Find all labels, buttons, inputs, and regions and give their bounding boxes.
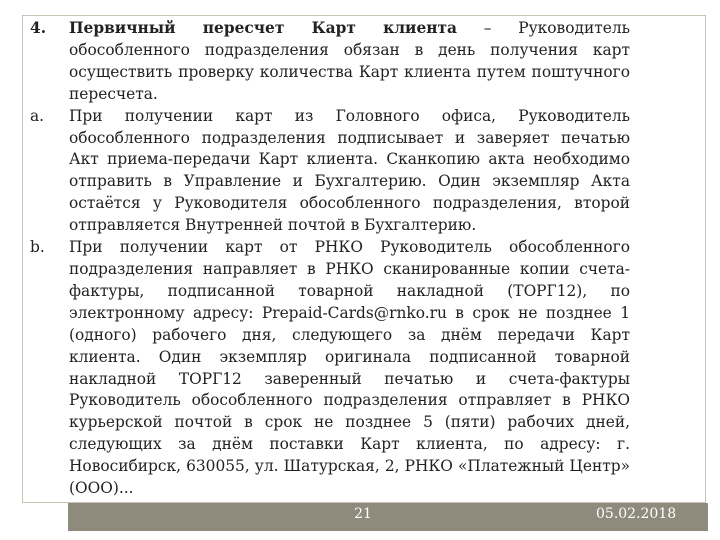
- item-text: При получении карт из Головного офиса, Руководитель обособленного подразделения подписывает и заверяет печатью Акт приема-передачи Карт клиента. Сканкопию акта необходимо отправить в Управление и Бухгалтерию. Один экземпляр Акта остаётся у Руководителя обособленного подразделения, второй отправляется Внутренней почтой в Бухгалтерию.: [69, 106, 630, 235]
- list-marker: b.: [30, 238, 45, 257]
- page-number: 21: [354, 506, 372, 522]
- item-heading: Первичный пересчет Карт клиента: [69, 19, 458, 37]
- list-marker: 4.: [30, 19, 47, 37]
- list-item-4: [30, 18, 630, 106]
- slide-content: [30, 18, 630, 500]
- list-item-b: [30, 237, 630, 500]
- item-text: – Руководитель обособленного подразделения обязан в день получения карт осуществить проверку количества Карт клиента путем поштучного пересчета.: [69, 19, 630, 103]
- slide-date: 05.02.2018: [596, 506, 677, 522]
- item-text: При получении карт от РНКО Руководитель обособленного подразделения направляет в РНКО сканированные копии счета-фактуры, подписанной товарной накладной (ТОРГ12), по электронному адресу: Prepaid-Cards@rnko.ru в срок не позднее 1 (одного) рабочего дня, следующего за днём передачи Карт клиента. Один экземпляр оригинала подписанной товарной накладной ТОРГ12 заверенный печатью и счета-фактуры Руководитель обособленного подразделения отправляет в РНКО курьерской почтой в срок не позднее 5 (пяти) рабочих дней, следующих за днём поставки Карт клиента, по адресу: г. Новосибирск, 630055, ул. Шатурская, 2, РНКО «Платежный Центр» (ООО)...: [69, 238, 630, 498]
- list-marker: a.: [30, 106, 45, 125]
- list-item-a: [30, 106, 630, 237]
